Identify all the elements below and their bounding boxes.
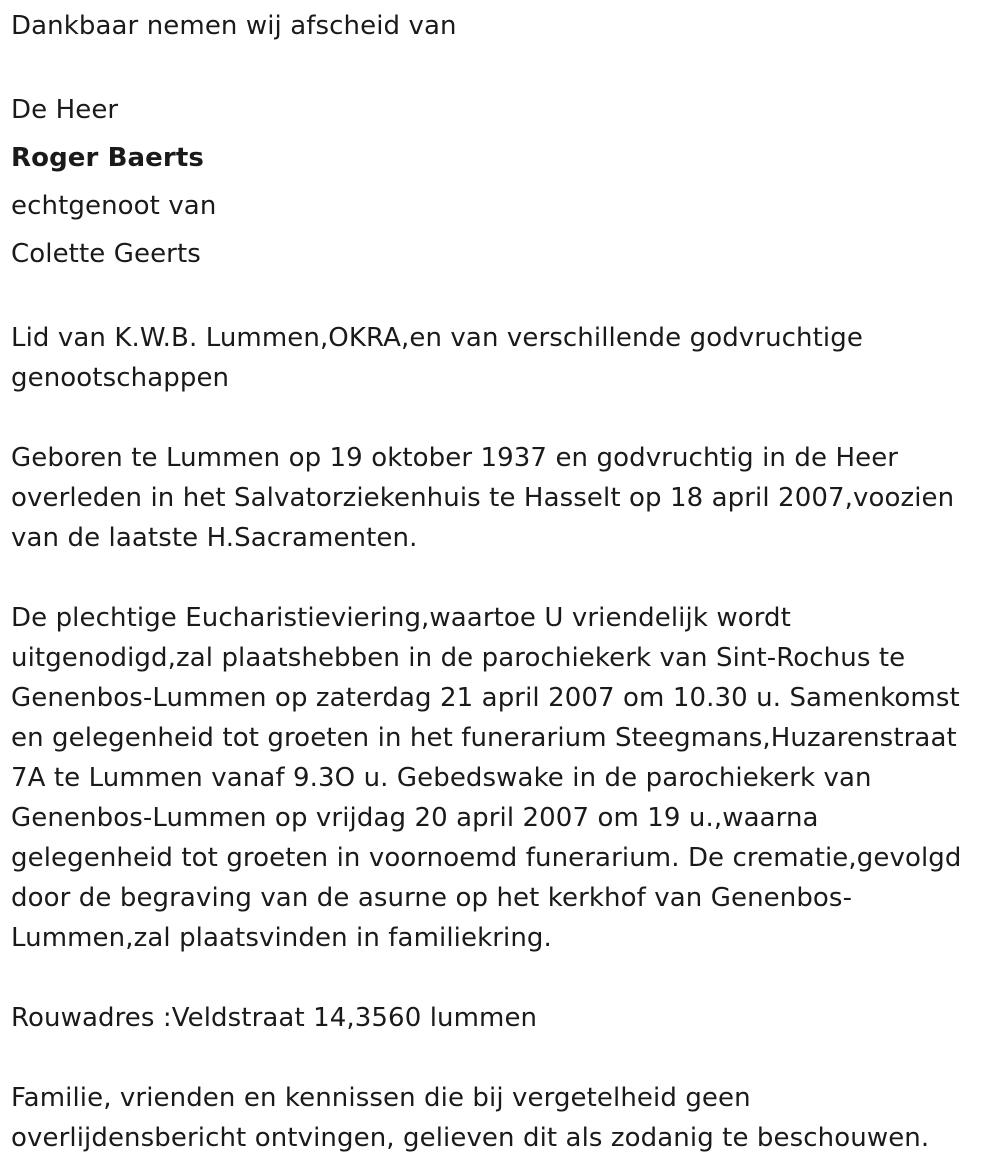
death-notice <box>11 6 991 1158</box>
paragraph-line: Lummen,zal plaatsvinden in familiekring. <box>11 923 552 953</box>
paragraph-line: door de begraving van de asurne op het kerkhof van Genenbos- <box>11 883 853 913</box>
ceremony-paragraph <box>11 598 991 958</box>
closing-paragraph <box>11 1078 991 1158</box>
paragraph-line: Familie, vrienden en kennissen die bij vergetelheid geen <box>11 1083 751 1113</box>
paragraph-line: gelegenheid tot groeten in voornoemd funerarium. De crematie,gevolgd <box>11 843 962 873</box>
spacer <box>11 558 991 598</box>
person-name: Roger Baerts <box>11 143 204 173</box>
paragraph-line: Genenbos-Lummen op zaterdag 21 april 2007 om 10.30 u. Samenkomst <box>11 683 960 713</box>
mourning-address: Rouwadres :Veldstraat 14,3560 lummen <box>11 1003 538 1033</box>
intro-text: Dankbaar nemen wij afscheid van <box>11 11 457 41</box>
paragraph-line: en gelegenheid tot groeten in het funerarium Steegmans,Huzarenstraat <box>11 723 957 753</box>
person-title: De Heer <box>11 95 119 125</box>
spacer <box>11 278 991 318</box>
spacer <box>11 46 991 86</box>
paragraph-line: Genenbos-Lummen op vrijdag 20 april 2007 om 19 u.,waarna <box>11 803 819 833</box>
spouse-name: Colette Geerts <box>11 239 201 269</box>
spacer <box>11 398 991 438</box>
paragraph-line: Lid van K.W.B. Lummen,OKRA,en van verschillende godvruchtige <box>11 323 863 353</box>
birth-death-paragraph <box>11 438 991 558</box>
person-block <box>11 86 991 278</box>
paragraph-line: 7A te Lummen vanaf 9.3O u. Gebedswake in de parochiekerk van <box>11 763 872 793</box>
person-relation: echtgenoot van <box>11 191 217 221</box>
paragraph-line: uitgenodigd,zal plaatshebben in de parochiekerk van Sint-Rochus te <box>11 643 906 673</box>
paragraph-line: van de laatste H.Sacramenten. <box>11 523 418 553</box>
membership-paragraph <box>11 318 991 398</box>
paragraph-line: De plechtige Eucharistieviering,waartoe U vriendelijk wordt <box>11 603 791 633</box>
paragraph-line: overleden in het Salvatorziekenhuis te Hasselt op 18 april 2007,voozien <box>11 483 955 513</box>
paragraph-line: Geboren te Lummen op 19 oktober 1937 en godvruchtig in de Heer <box>11 443 899 473</box>
spacer <box>11 958 991 998</box>
paragraph-line: overlijdensbericht ontvingen, gelieven dit als zodanig te beschouwen. <box>11 1123 930 1153</box>
spacer <box>11 1038 991 1078</box>
paragraph-line: genootschappen <box>11 363 230 393</box>
